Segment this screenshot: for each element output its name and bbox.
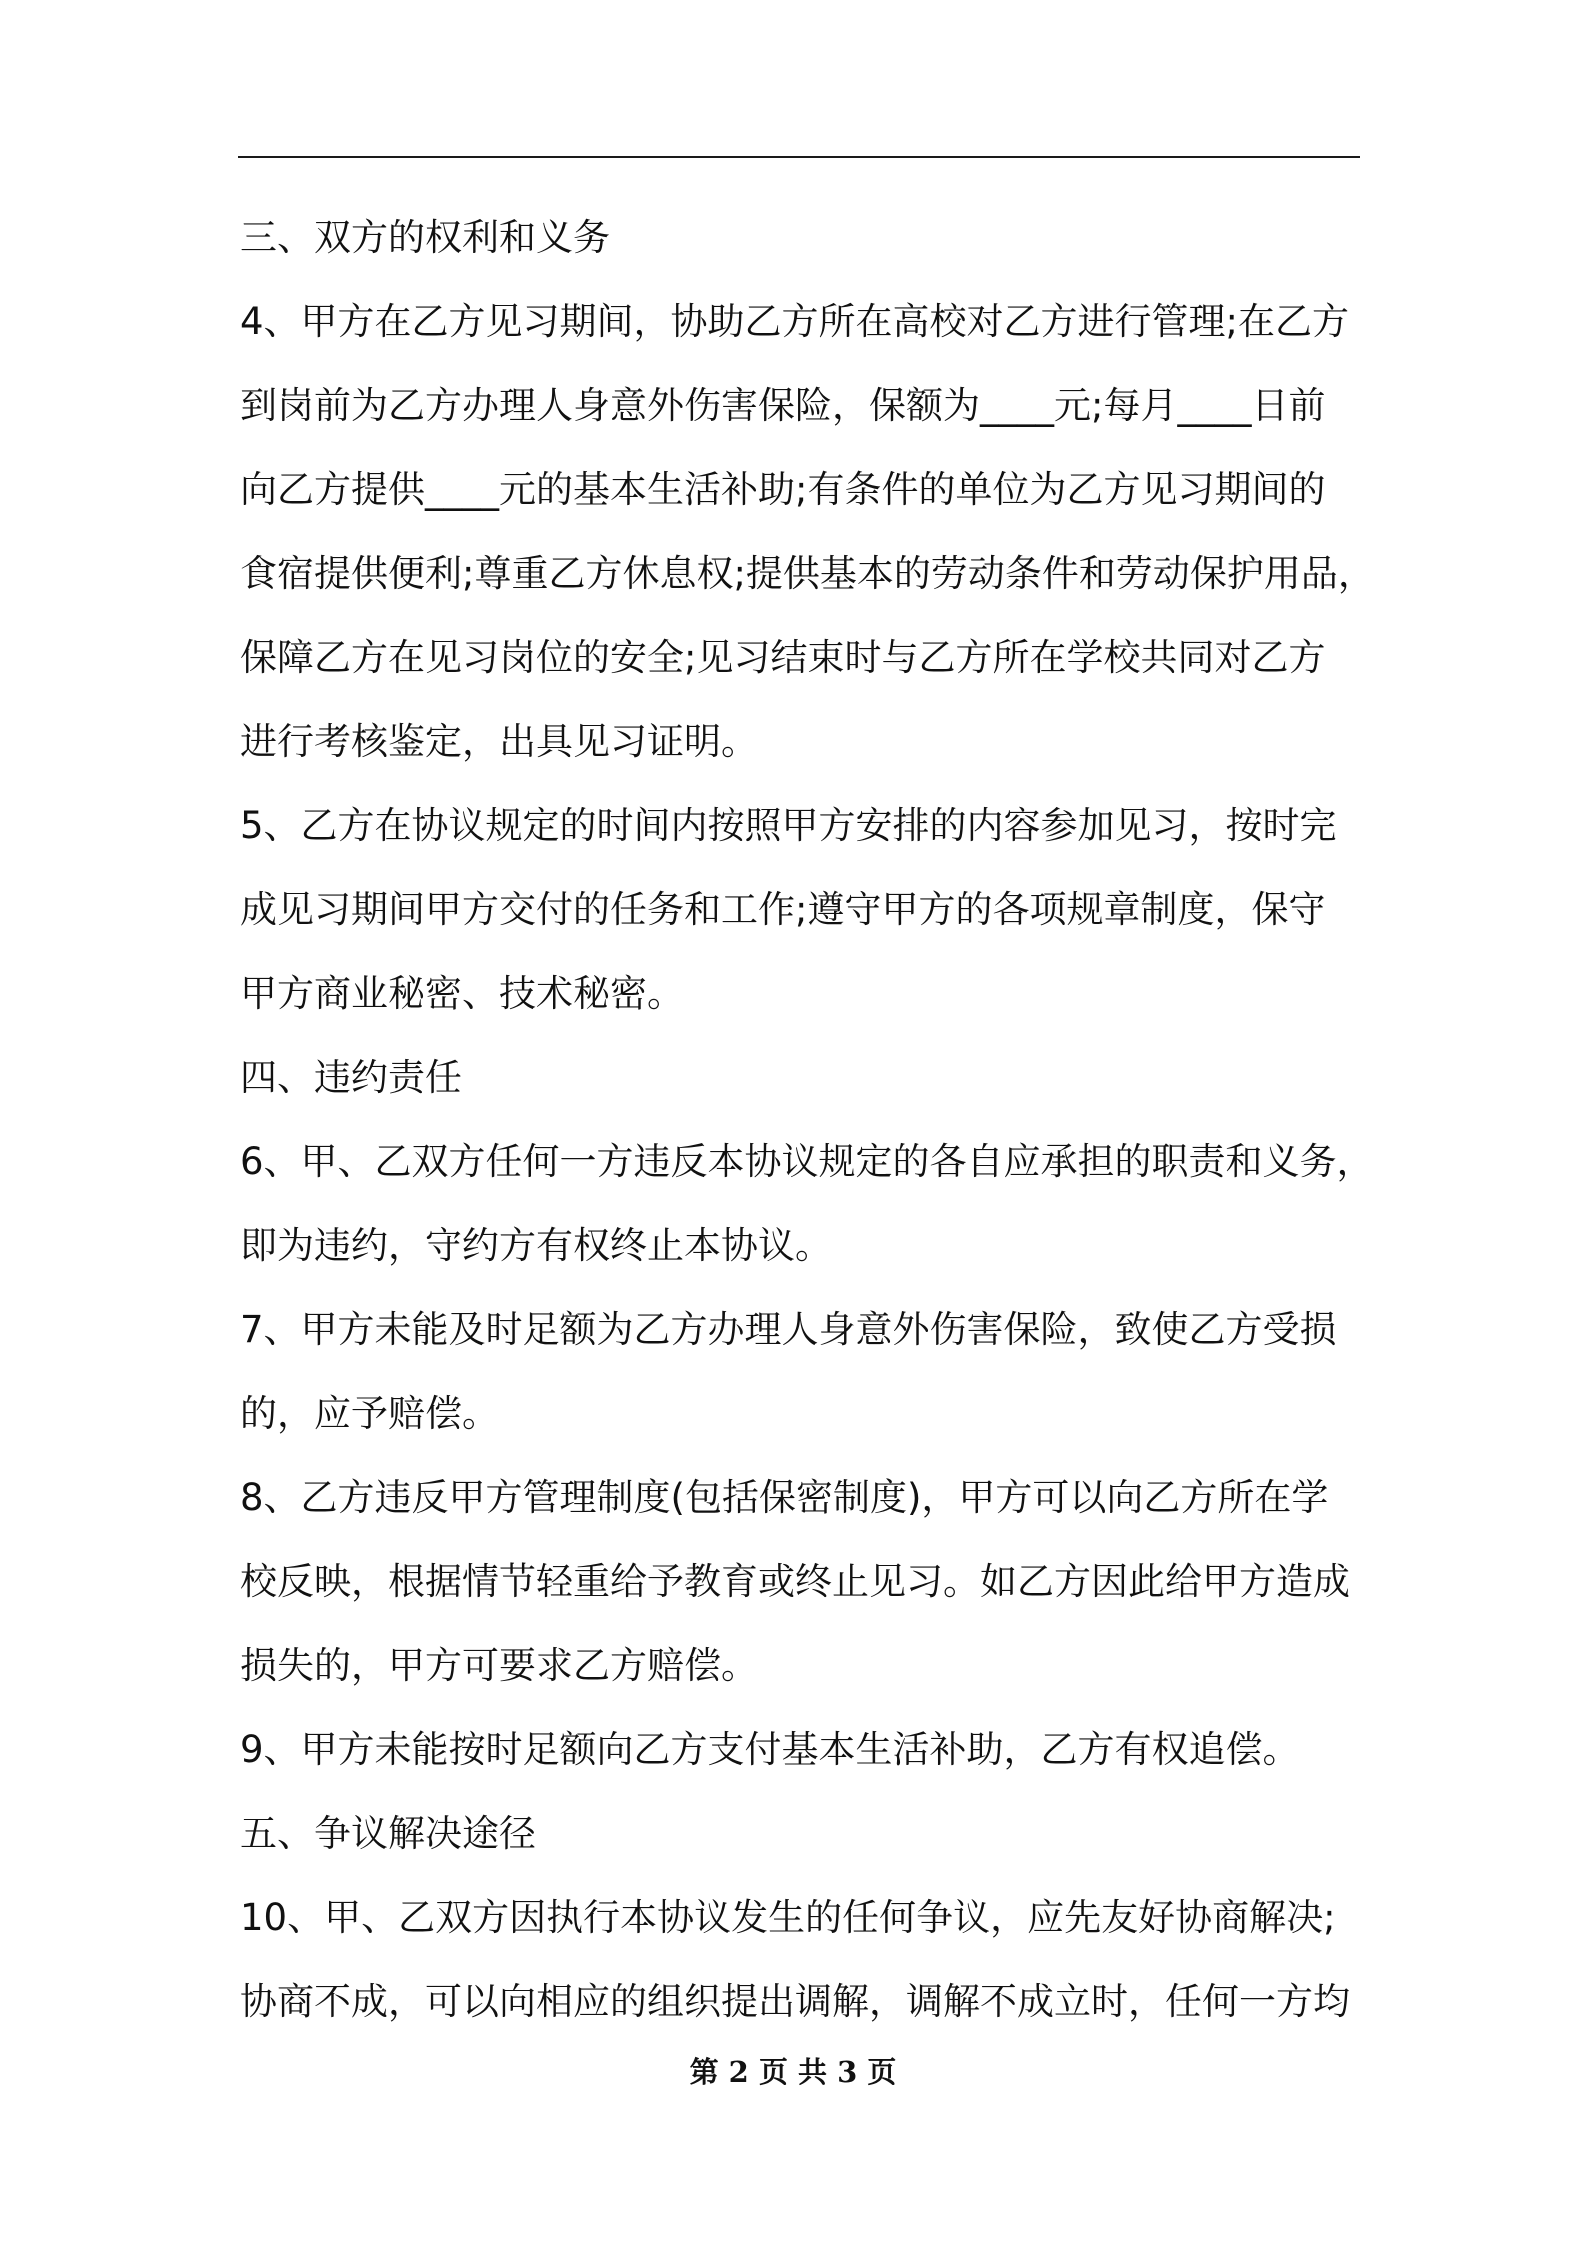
text-line: 7、甲方未能及时足额为乙方办理人身意外伤害保险，致使乙方受损	[240, 1308, 1337, 1351]
text-line: 即为违约，守约方有权终止本协议。	[240, 1224, 832, 1267]
text-line: 损失的，甲方可要求乙方赔偿。	[240, 1644, 758, 1687]
section-heading: 三、双方的权利和义务	[240, 216, 610, 259]
text-line: 协商不成，可以向相应的组织提出调解，调解不成立时，任何一方均	[240, 1980, 1350, 2023]
text-line: 8、乙方违反甲方管理制度(包括保密制度)，甲方可以向乙方所在学	[240, 1476, 1329, 1519]
text-line: 成见习期间甲方交付的任务和工作;遵守甲方的各项规章制度，保守	[240, 888, 1326, 931]
text-line: 4、甲方在乙方见习期间，协助乙方所在高校对乙方进行管理;在乙方	[240, 300, 1350, 343]
page-footer: 第 2 页 共 3 页	[689, 2055, 897, 2089]
text-line: 保障乙方在见习岗位的安全;见习结束时与乙方所在学校共同对乙方	[240, 636, 1326, 679]
section-heading: 五、争议解决途径	[240, 1812, 536, 1855]
text-line: 进行考核鉴定，出具见习证明。	[240, 720, 758, 763]
text-line: 9、甲方未能按时足额向乙方支付基本生活补助，乙方有权追偿。	[240, 1728, 1300, 1771]
text-line: 的，应予赔偿。	[240, 1392, 499, 1435]
document-body	[240, 196, 1375, 2044]
text-line: 甲方商业秘密、技术秘密。	[240, 972, 684, 1015]
section-heading: 四、违约责任	[240, 1056, 462, 1099]
text-line: 5、乙方在协议规定的时间内按照甲方安排的内容参加见习，按时完	[240, 804, 1337, 847]
text-line: 校反映，根据情节轻重给予教育或终止见习。如乙方因此给甲方造成	[240, 1560, 1350, 1603]
text-line: 到岗前为乙方办理人身意外伤害保险，保额为____元;每月____日前	[240, 384, 1326, 427]
header-divider	[238, 156, 1360, 158]
text-line: 10、甲、乙双方因执行本协议发生的任何争议，应先友好协商解决;	[240, 1896, 1336, 1939]
text-line: 6、甲、乙双方任何一方违反本协议规定的各自应承担的职责和义务，	[240, 1140, 1374, 1183]
text-line: 向乙方提供____元的基本生活补助;有条件的单位为乙方见习期间的	[240, 468, 1326, 511]
text-line: 食宿提供便利;尊重乙方休息权;提供基本的劳动条件和劳动保护用品，	[240, 552, 1375, 595]
